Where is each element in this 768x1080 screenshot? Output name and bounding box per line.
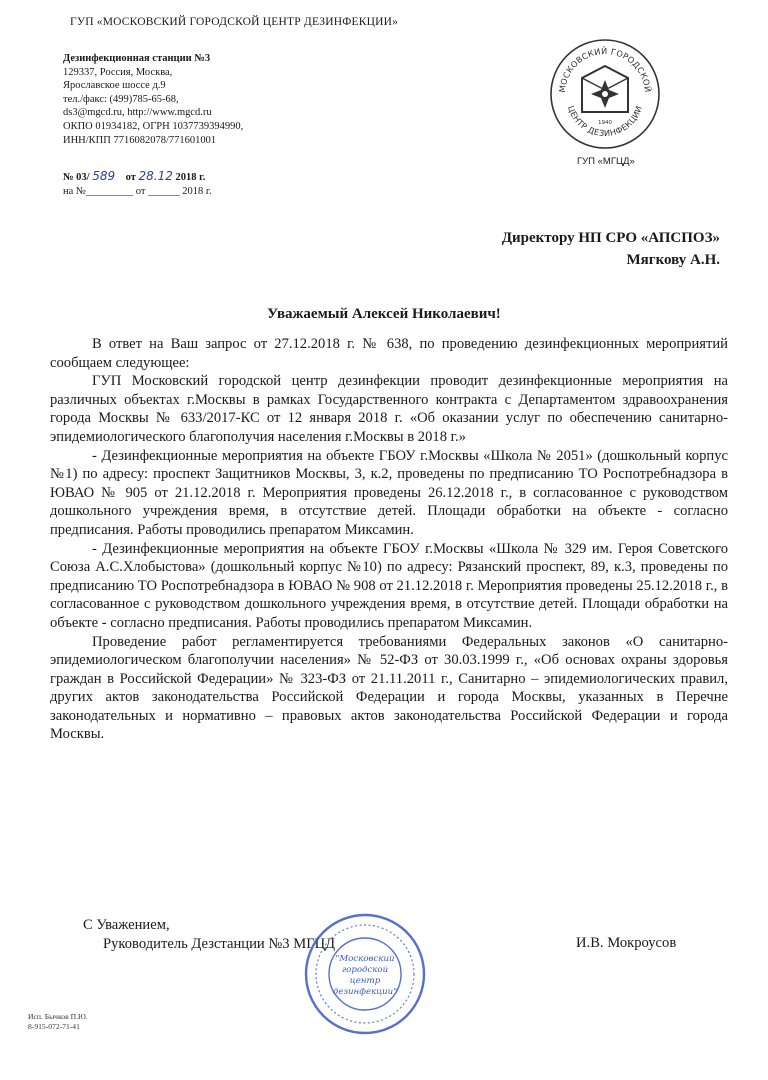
executor-name: Исп. Бычков П.Ю. xyxy=(28,1012,88,1021)
address-line: ОКПО 01934182, ОГРН 1037739394990, xyxy=(63,120,244,132)
addressee-block xyxy=(502,227,720,271)
address-line: ИНН/КПП 7716082078/771601001 xyxy=(63,134,217,146)
station-name: Дезинфекционная станции №3 xyxy=(63,53,211,64)
stamp-text-line: дезинфекции" xyxy=(332,987,398,997)
closing-block xyxy=(83,916,335,954)
greeting: Уважаемый Алексей Николаевич! xyxy=(267,306,501,322)
body-paragraph: ГУП Московский городской центр дезинфекции проводит дезинфекционные мероприятия на различных объектах г.Москвы в рамках Государственного контракта с Департаментом здравоохранения города Москвы № 633/2017-КС от 12 января 2018 г. «Об оказании услуг по обеспечению санитарно-эпидемиологического благополучия населения г.Москвы в 2018 г.» xyxy=(50,373,728,445)
outgoing-no-prefix: № 03/ xyxy=(63,172,90,183)
signer-name: И.В. Мокроусов xyxy=(576,935,677,951)
outgoing-date-handwritten: 28.12 xyxy=(138,169,173,183)
address-line: тел./факс: (499)785-65-68, xyxy=(63,93,179,105)
outgoing-number-block xyxy=(63,170,212,198)
executor-phone: 8-915-072-71-41 xyxy=(28,1022,80,1031)
outgoing-no-handwritten: 589 xyxy=(92,169,116,183)
outgoing-year: 2018 г. xyxy=(175,172,206,183)
address-line: 129337, Россия, Москва, xyxy=(63,66,173,78)
addressee-line-1: Директору НП СРО «АПСПОЗ» xyxy=(501,230,720,246)
logo-year: 1940 xyxy=(598,120,612,126)
body-paragraph: - Дезинфекционные мероприятия на объекте ГБОУ г.Москвы «Школа № 2051» (дошкольный корпус №1) по адресу: проспект Защитников Москвы, 3, к.2, проведены по предписанию ТО Роспотребнадзора в ЮВАО № 905 от 21.12.2018 г. Мероприятия проведены 26.12.2018 г., в согласованное с руководством дошкольного учреждения время, в отсутствие детей. Площади обработки на объекте - согласно предписания. Работы проводились препаратом Миксамин. xyxy=(50,447,728,538)
organization-logo xyxy=(549,38,661,150)
station-block xyxy=(63,52,243,147)
organization-header: ГУП «МОСКОВСКИЙ ГОРОДСКОЙ ЦЕНТР ДЕЗИНФЕКЦИИ» xyxy=(70,16,399,28)
official-stamp xyxy=(303,912,427,1036)
logo-caption: ГУП «МГЦД» xyxy=(577,156,635,167)
reference-line: на №_________ от ______ 2018 г. xyxy=(63,185,212,197)
logo-ring-text-bottom: ЦЕНТР ДЕЗИНФЕКЦИИ xyxy=(566,104,644,139)
stamp-text-line: городской xyxy=(341,965,389,975)
stamp-text-line: "Московский xyxy=(335,954,395,964)
logo-ring-text-top: МОСКОВСКИЙ ГОРОДСКОЙ xyxy=(556,45,654,94)
stamp-text-line: центр xyxy=(349,976,381,986)
letter-body xyxy=(50,335,728,744)
body-paragraph: - Дезинфекционные мероприятия на объекте ГБОУ г.Москвы «Школа № 329 им. Героя Советского Союза А.С.Хлобыстова» (дошкольный корпус №10) по адресу: Рязанский проспект, 89, к.3, проведены по предписанию ТО Роспотребнадзора в ЮВАО № 908 от 21.12.2018 г. Мероприятия проведены 25.12.2018 г., в согласованное с руководством дошкольного учреждения время, в отсутствие детей. Площади обработки на объекте - согласно предписания. Работы проводились препаратом Миксамин. xyxy=(50,540,728,631)
address-line: ds3@mgcd.ru, http://www.mgcd.ru xyxy=(63,107,212,119)
signer-position: Руководитель Дезстанции №3 МГЦД xyxy=(103,936,336,952)
address-line: Ярославское шоссе д.9 xyxy=(63,80,166,92)
regards-line: С Уважением, xyxy=(83,917,170,933)
executor-block xyxy=(28,1012,88,1032)
outgoing-from-label: от xyxy=(125,172,136,183)
body-paragraph: Проведение работ регламентируется требованиями Федеральных законов «О санитарно-эпидемиологическом благополучии населения» № 52-ФЗ от 30.03.1999 г., «Об основах охраны здоровья граждан в Российской Федерации» № 323-ФЗ от 21.11.2011 г., Санитарно – эпидемиологических правил, других актов законодательства Российской Федерации и города Москвы, указанных в Перечне законодательных и нормативно – правовых актов законодательства Российской Федерации и города Москвы. xyxy=(50,633,728,743)
body-paragraph: В ответ на Ваш запрос от 27.12.2018 г. № 638, по проведению дезинфекционных мероприятий сообщаем следующее: xyxy=(50,336,728,371)
addressee-line-2: Мягкову А.Н. xyxy=(626,252,720,268)
